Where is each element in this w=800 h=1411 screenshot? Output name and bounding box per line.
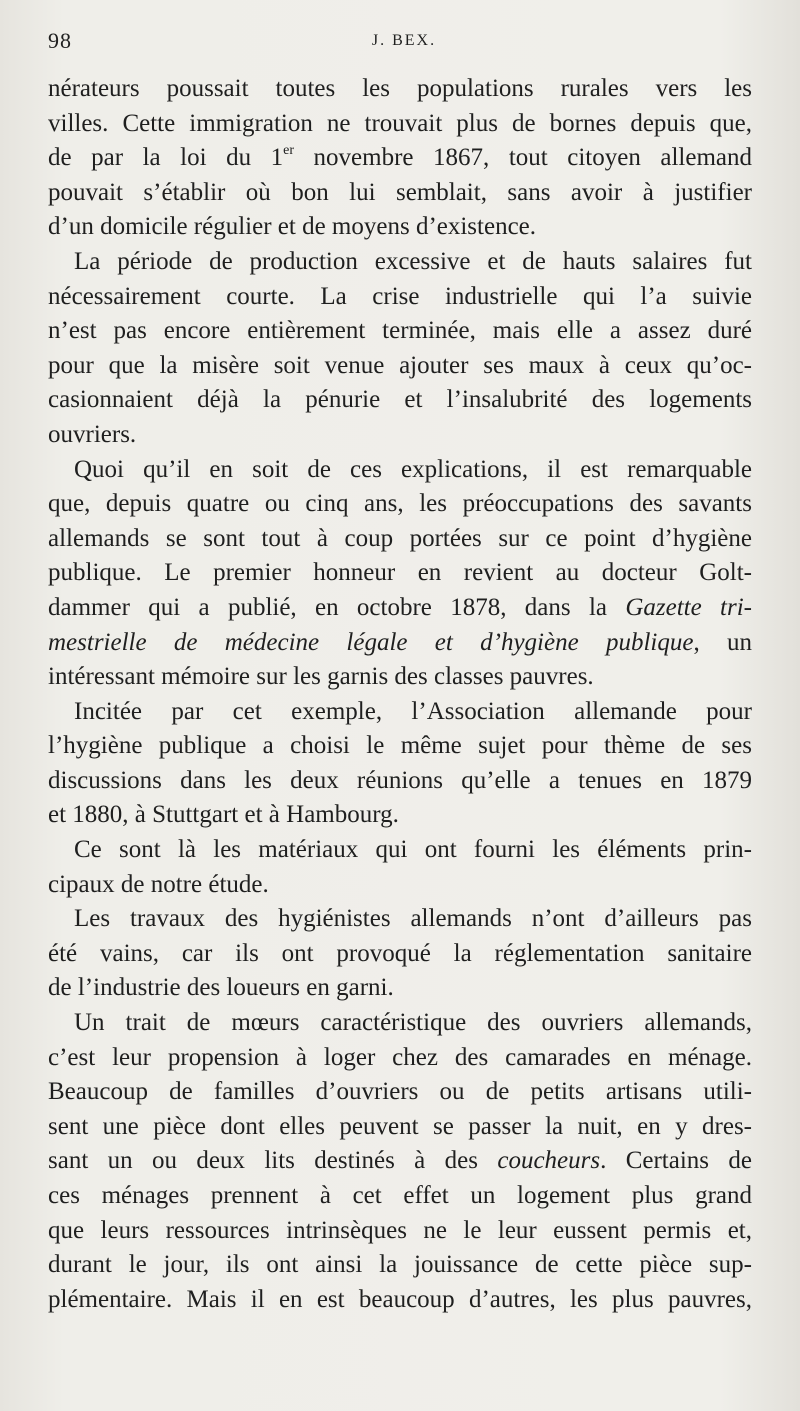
italic-term: coucheurs — [497, 1147, 601, 1175]
text-line: été vains, car ils ont provoqué la réglementation sanitaire — [48, 939, 752, 967]
text-line: durant le jour, ils ont ainsi la jouissance de cette pièce sup- — [48, 1251, 752, 1279]
text-line: sant un ou deux lits destinés à des coucheurs. Certains de — [48, 1147, 752, 1175]
text-line: Ce sont là les matériaux qui ont fourni les éléments prin- — [74, 836, 752, 864]
page-header — [48, 28, 760, 68]
paragraph-7 — [48, 1006, 752, 1317]
text-line: nérateurs poussait toutes les populations rurales vers les — [48, 75, 752, 102]
text-line: pouvait s’établir où bon lui semblait, sans avoir à justifier — [48, 178, 752, 206]
text-line: mestrielle de médecine légale et d’hygiène publique, un — [48, 628, 752, 656]
text-line: Quoi qu’il en soit de ces explications, il est remarquable — [74, 455, 752, 483]
text-line: allemands se sont tout à coup portées sur ce point d’hygiène — [48, 524, 752, 552]
paragraph-5 — [48, 833, 752, 902]
text-line: Incitée par cet exemple, l’Association allemande pour — [74, 697, 752, 725]
text-line: c’est leur propension à loger chez des camarades en ménage. — [48, 1043, 752, 1071]
text-line: intéressant mémoire sur les garnis des classes pauvres. — [48, 663, 594, 691]
text-line: La période de production excessive et de hauts salaires fut — [74, 247, 752, 275]
text-line: discussions dans les deux réunions qu’elle a tenues en 1879 — [48, 766, 752, 794]
text-line: n’est pas encore entièrement terminée, mais elle a assez duré — [48, 317, 752, 345]
text-line: ouvriers. — [48, 420, 137, 448]
text-line: de l’industrie des loueurs en garni. — [48, 974, 394, 1002]
text-line: que leurs ressources intrinsèques ne le leur eussent permis et, — [48, 1216, 752, 1244]
text-line: cipaux de notre étude. — [48, 870, 269, 898]
text-line: Les travaux des hygiénistes allemands n’ont d’ailleurs pas — [74, 905, 752, 933]
text-line: de par la loi du 1er novembre 1867, tout citoyen allemand — [48, 142, 752, 172]
text-line: d’un domicile régulier et de moyens d’existence. — [48, 213, 537, 241]
text-line: ces ménages prennent à cet effet un logement plus grand — [48, 1182, 752, 1209]
text-line: Beaucoup de familles d’ouvriers ou de petits artisans utili- — [48, 1078, 752, 1106]
text-line: pour que la misère soit venue ajouter ses maux à ceux qu’oc- — [48, 351, 752, 379]
text-line: l’hygiène publique a choisi le même sujet pour thème de ses — [48, 732, 752, 760]
paragraph-2 — [48, 245, 752, 453]
superscript: er — [283, 142, 295, 158]
running-head: J. BEX. — [371, 32, 437, 49]
text-line: dammer qui a publié, en octobre 1878, dans la Gazette tri- — [48, 593, 752, 621]
text-line: publique. Le premier honneur en revient au docteur Golt- — [48, 559, 752, 587]
italic-title: Gazette tri- — [625, 593, 752, 621]
italic-title: mestrielle de médecine légale et d’hygiène publique — [48, 628, 694, 656]
paragraph-1 — [48, 72, 752, 245]
text-line: casionnaient déjà la pénurie et l’insalubrité des logements — [48, 386, 752, 414]
body-text — [48, 72, 752, 1317]
text-line: Un trait de mœurs caractéristique des ouvriers allemands, — [74, 1009, 752, 1037]
text-line: et 1880, à Stuttgart et à Hambourg. — [48, 801, 399, 829]
paragraph-3 — [48, 453, 752, 695]
paragraph-6 — [48, 902, 752, 1006]
text-line: plémentaire. Mais il en est beaucoup d’autres, les plus pauvres, — [48, 1285, 752, 1313]
paragraph-4 — [48, 695, 752, 833]
text-line: nécessairement courte. La crise industrielle qui l’a suivie — [48, 282, 752, 310]
text-line: sent une pièce dont elles peuvent se passer la nuit, en y dres- — [48, 1112, 752, 1140]
page-number: 98 — [48, 28, 72, 53]
text-line: que, depuis quatre ou cinq ans, les préoccupations des savants — [48, 490, 752, 518]
text-line: villes. Cette immigration ne trouvait plus de bornes depuis que, — [48, 109, 752, 137]
